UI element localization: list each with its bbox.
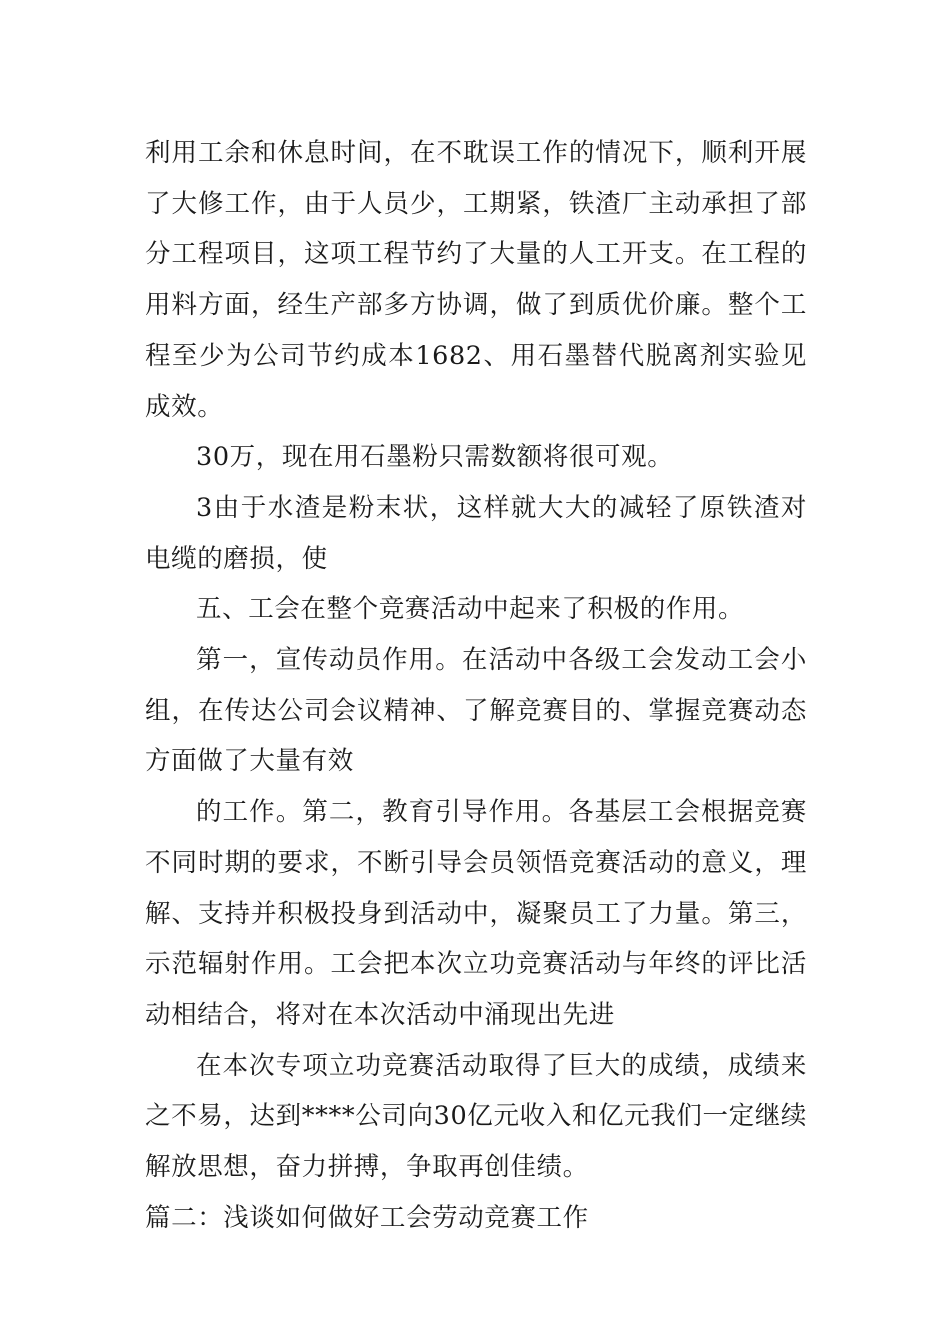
paragraph-graphite-savings: 30万，现在用石墨粉只需数额将很可观。 (196, 442, 674, 473)
paragraph-continuation: 利用工余和休息时间，在不耽误工作的情况下，顺利开展了大修工作，由于人员少，工期紧，铁渣厂主动承担了部分工程项目，这项工程节约了大量的人工开支。在工程的用料方面，经生产部多方协调，做了到质优价廉。整个工程至少为公司节约成本1682、用石墨替代脱离剂实验见成效。 (145, 138, 807, 422)
paragraph-water-slag: 3由于水渣是粉末状，这样就大大的减轻了原铁渣对电缆的磨损，使 (145, 492, 807, 574)
paragraph-first-role: 第一，宣传动员作用。在活动中各级工会发动工会小组，在传达公司会议精神、了解竞赛目的、掌握竞赛动态方面做了大量有效 (145, 645, 807, 777)
paragraph-second-third-role: 的工作。第二，教育引导作用。各基层工会根据竞赛不同时期的要求，不断引导会员领悟竞赛活动的意义，理解、支持并积极投身到活动中，凝聚员工了力量。第三，示范辐射作用。工会把本次立功竞赛活动与年终的评比活动相结合，将对在本次活动中涌现出先进 (145, 797, 807, 1030)
section-heading: 篇二：浅谈如何做好工会劳动竞赛工作 (145, 1202, 589, 1233)
paragraph-section-five: 五、工会在整个竞赛活动中起来了积极的作用。 (196, 594, 745, 625)
document-body (145, 128, 807, 1243)
paragraph-conclusion: 在本次专项立功竞赛活动取得了巨大的成绩，成绩来之不易，达到****公司向30亿元收入和亿元我们一定继续解放思想，奋力拼搏，争取再创佳绩。 (145, 1050, 807, 1183)
